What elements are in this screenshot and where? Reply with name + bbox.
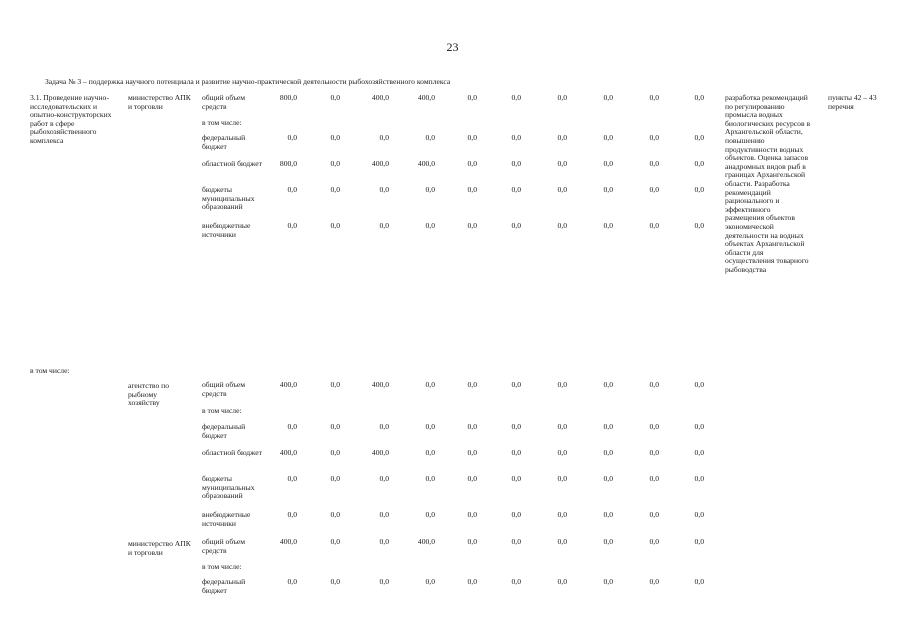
amount-cell: 0,0	[603, 510, 613, 519]
amount-cell: 0,0	[649, 133, 659, 142]
amount-cell: 0,0	[649, 380, 659, 389]
amount-cell: 400,0	[371, 93, 389, 102]
amount-cell: 0,0	[425, 474, 435, 483]
amount-cell: 0,0	[467, 159, 477, 168]
amount-cell: 0,0	[557, 93, 567, 102]
amount-cell: 400,0	[371, 380, 389, 389]
amount-cell: 0,0	[511, 159, 521, 168]
amount-cell: 0,0	[557, 474, 567, 483]
amount-cell: 0,0	[511, 221, 521, 230]
amount-cell: 800,0	[279, 93, 297, 102]
amount-cell: 0,0	[557, 510, 567, 519]
amount-cell: 0,0	[603, 133, 613, 142]
amount-cell: 0,0	[511, 133, 521, 142]
amount-cell: 0,0	[603, 474, 613, 483]
amount-cell: 0,0	[603, 422, 613, 431]
amount-cell: 0,0	[379, 422, 389, 431]
amount-cell: 0,0	[379, 510, 389, 519]
amount-cell: 0,0	[557, 577, 567, 586]
amount-cell: 0,0	[379, 577, 389, 586]
amount-cell: 0,0	[649, 221, 659, 230]
amount-cell: 0,0	[467, 380, 477, 389]
amount-cell: 0,0	[425, 380, 435, 389]
amount-cell: 0,0	[425, 577, 435, 586]
amount-cell: 0,0	[557, 133, 567, 142]
amount-cell: 0,0	[511, 577, 521, 586]
amount-cell: 400,0	[417, 159, 435, 168]
amount-cell: 400,0	[279, 380, 297, 389]
amount-cell: 0,0	[511, 185, 521, 194]
reference-points: пункты 42 – 43 перечня	[828, 93, 877, 111]
amount-cell: 400,0	[417, 93, 435, 102]
funding-source-label: общий объем средств	[202, 93, 246, 111]
amount-cell: 0,0	[330, 510, 340, 519]
amount-cell: 0,0	[649, 448, 659, 457]
expected-result: разработка рекомендаций по регулированию промысла водных биологических ресурсов в Архангельской области, повышению продуктивности водных объектов. Оценка запасов анадромных видов рыб в границах Архангельской области. Разработка рекомендаций рационального и эффективного размещения объектов экономической деятельности на водных объектах Архангельской области для осуществления товарного рыбоводства	[725, 93, 811, 274]
amount-cell: 0,0	[425, 448, 435, 457]
amount-cell: 0,0	[425, 221, 435, 230]
amount-cell: 0,0	[330, 221, 340, 230]
amount-cell: 0,0	[330, 577, 340, 586]
amount-cell: 0,0	[287, 133, 297, 142]
amount-cell: 0,0	[467, 474, 477, 483]
amount-cell: 0,0	[511, 510, 521, 519]
amount-cell: 0,0	[649, 93, 659, 102]
amount-cell: 0,0	[467, 448, 477, 457]
funding-source-label: в том числе:	[202, 562, 242, 571]
amount-cell: 0,0	[649, 510, 659, 519]
amount-cell: 0,0	[649, 577, 659, 586]
amount-cell: 400,0	[371, 448, 389, 457]
amount-cell: 0,0	[425, 133, 435, 142]
funding-source-label: общий объем средств	[202, 380, 246, 398]
executor-1: министерство АПК и торговли	[128, 93, 191, 111]
amount-cell: 0,0	[694, 185, 704, 194]
amount-cell: 0,0	[603, 448, 613, 457]
amount-cell: 0,0	[649, 537, 659, 546]
amount-cell: 0,0	[330, 537, 340, 546]
amount-cell: 0,0	[603, 93, 613, 102]
amount-cell: 0,0	[649, 159, 659, 168]
amount-cell: 400,0	[279, 448, 297, 457]
amount-cell: 0,0	[557, 537, 567, 546]
amount-cell: 0,0	[694, 380, 704, 389]
amount-cell: 0,0	[467, 221, 477, 230]
amount-cell: 0,0	[511, 422, 521, 431]
amount-cell: 0,0	[603, 159, 613, 168]
task-title: Задача № 3 – поддержка научного потенциала и развитие научно-практической деятельности рыбохозяйственного комплекса	[45, 77, 451, 86]
amount-cell: 0,0	[603, 380, 613, 389]
amount-cell: 400,0	[279, 537, 297, 546]
amount-cell: 0,0	[694, 474, 704, 483]
amount-cell: 0,0	[557, 159, 567, 168]
amount-cell: 0,0	[467, 422, 477, 431]
amount-cell: 0,0	[557, 448, 567, 457]
executor-3: министерство АПК и торговли	[128, 539, 191, 557]
amount-cell: 0,0	[379, 185, 389, 194]
amount-cell: 0,0	[511, 537, 521, 546]
page-number: 23	[446, 40, 459, 54]
funding-source-label: бюджеты муниципальных образований	[202, 474, 255, 501]
amount-cell: 0,0	[330, 159, 340, 168]
amount-cell: 0,0	[330, 448, 340, 457]
amount-cell: 0,0	[287, 422, 297, 431]
amount-cell: 0,0	[425, 510, 435, 519]
amount-cell: 0,0	[287, 577, 297, 586]
amount-cell: 0,0	[649, 185, 659, 194]
in-that-number-label: в том числе:	[30, 366, 70, 375]
amount-cell: 400,0	[371, 159, 389, 168]
amount-cell: 0,0	[379, 474, 389, 483]
amount-cell: 0,0	[287, 221, 297, 230]
amount-cell: 0,0	[379, 133, 389, 142]
amount-cell: 0,0	[557, 221, 567, 230]
amount-cell: 400,0	[417, 537, 435, 546]
amount-cell: 0,0	[603, 537, 613, 546]
amount-cell: 0,0	[467, 510, 477, 519]
amount-cell: 0,0	[694, 133, 704, 142]
amount-cell: 0,0	[694, 422, 704, 431]
funding-source-label: общий объем средств	[202, 537, 246, 555]
funding-source-label: в том числе:	[202, 118, 242, 127]
amount-cell: 0,0	[467, 577, 477, 586]
funding-source-label: внебюджетные источники	[202, 510, 251, 528]
amount-cell: 0,0	[379, 537, 389, 546]
amount-cell: 0,0	[330, 380, 340, 389]
amount-cell: 0,0	[557, 422, 567, 431]
amount-cell: 0,0	[287, 185, 297, 194]
amount-cell: 0,0	[694, 93, 704, 102]
amount-cell: 0,0	[603, 185, 613, 194]
funding-source-label: федеральный бюджет	[202, 133, 246, 151]
amount-cell: 0,0	[649, 474, 659, 483]
amount-cell: 0,0	[330, 133, 340, 142]
funding-source-label: внебюджетные источники	[202, 221, 251, 239]
funding-source-label: областной бюджет	[202, 159, 262, 168]
amount-cell: 0,0	[330, 422, 340, 431]
amount-cell: 0,0	[467, 93, 477, 102]
amount-cell: 0,0	[330, 474, 340, 483]
amount-cell: 0,0	[467, 133, 477, 142]
amount-cell: 0,0	[694, 221, 704, 230]
measure-name: 3.1. Проведение научно-исследовательских и опытно-конструкторских работ в сфере рыбохозяйственного комплекса	[30, 93, 112, 145]
amount-cell: 0,0	[379, 221, 389, 230]
funding-source-label: бюджеты муниципальных образований	[202, 185, 255, 212]
amount-cell: 0,0	[511, 448, 521, 457]
amount-cell: 0,0	[511, 474, 521, 483]
amount-cell: 0,0	[425, 185, 435, 194]
executor-2: агентство по рыбному хозяйству	[128, 381, 170, 408]
amount-cell: 0,0	[557, 185, 567, 194]
amount-cell: 0,0	[330, 93, 340, 102]
funding-source-label: областной бюджет	[202, 448, 262, 457]
amount-cell: 0,0	[425, 422, 435, 431]
amount-cell: 0,0	[694, 577, 704, 586]
amount-cell: 0,0	[467, 537, 477, 546]
amount-cell: 0,0	[694, 159, 704, 168]
funding-source-label: в том числе:	[202, 406, 242, 415]
amount-cell: 0,0	[287, 510, 297, 519]
amount-cell: 0,0	[287, 474, 297, 483]
amount-cell: 0,0	[467, 185, 477, 194]
amount-cell: 0,0	[694, 448, 704, 457]
amount-cell: 0,0	[603, 577, 613, 586]
amount-cell: 0,0	[511, 93, 521, 102]
amount-cell: 0,0	[557, 380, 567, 389]
amount-cell: 0,0	[603, 221, 613, 230]
amount-cell: 0,0	[694, 537, 704, 546]
amount-cell: 800,0	[279, 159, 297, 168]
amount-cell: 0,0	[330, 185, 340, 194]
amount-cell: 0,0	[511, 380, 521, 389]
funding-source-label: федеральный бюджет	[202, 577, 246, 595]
funding-source-label: федеральный бюджет	[202, 422, 246, 440]
amount-cell: 0,0	[649, 422, 659, 431]
amount-cell: 0,0	[694, 510, 704, 519]
